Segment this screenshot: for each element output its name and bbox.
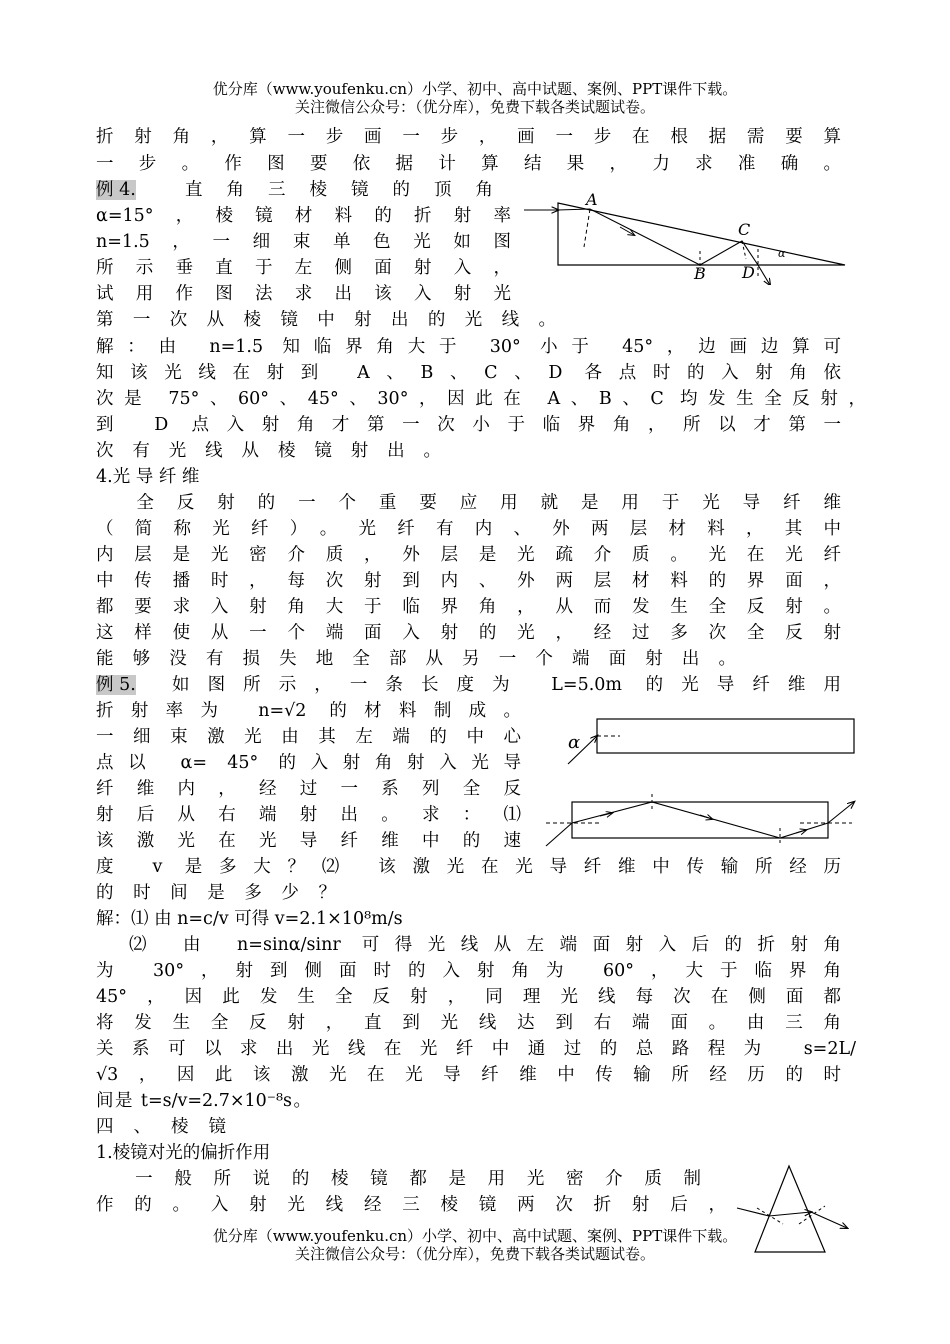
text-line: √3，因此该激光在光导纤维中传输所经历的时 [96, 1065, 841, 1085]
text-line: 能够没有损失地全部从另一个端面射出。 [96, 649, 736, 669]
page-footer-line2: 关注微信公众号：（优分库），免费下载各类试题试卷。 [294, 1245, 655, 1263]
text-line: 度 v 是多大？⑵ 该激光在光导纤维中传输所经历 [96, 857, 841, 877]
text-line: 作的。入射光线经三棱镜两次折射后， [96, 1195, 726, 1215]
page-header-line1: 优分库（www.youfenku.cn）小学、初中、高中试题、案例、PPT课件下载。 [212, 80, 738, 98]
text-line: 解：⑴ 由 n=c/v 可得 v=2.1×10⁸m/s [96, 909, 403, 929]
text-line: 该激光在光导纤维中的速 [96, 831, 521, 851]
point-b-label: B [694, 264, 706, 283]
text-line: 全反射的一个重要应用就是用于光导纤维 [96, 493, 841, 513]
text-line: 所示垂直于左侧面射入， [96, 258, 511, 278]
text-line: （简称光纤）。光纤有内、外两层材料，其中 [96, 519, 841, 539]
text-line: 知该光线在射到 A、B、C、D 各点时的入射角依 [96, 363, 841, 383]
text-line: α=15°，棱镜材料的折射率 [96, 206, 511, 226]
apex-angle-label: α [778, 247, 786, 260]
point-a-label: A [586, 190, 598, 209]
point-d-label: D [742, 263, 755, 282]
text-line: 折射角，算一步画一步，画一步在根据需要算 [96, 127, 841, 147]
text-line: 解：由 n=1.5 知临界角大于 30° 小于 45°，边画边算可 [96, 337, 841, 357]
text-line: 这样使从一个端面入射的光，经过多次全反射 [96, 623, 841, 643]
prism-ray-diagram [520, 185, 850, 285]
section-heading: 四、棱镜 [96, 1117, 226, 1137]
text-line: 将发生全反射，直到光线达到右端面。由三角 [96, 1013, 841, 1033]
optical-fiber-diagram [540, 712, 860, 857]
text-line: 直角三棱镜的顶角 [185, 180, 493, 200]
section-heading: 4.光 导 纤 维 [96, 467, 200, 487]
fiber-outline-top [597, 719, 854, 753]
light-path [558, 209, 758, 265]
text-line: 到 D 点入射角才第一次小于临界角，所以才第一 [96, 415, 841, 435]
text-line: 间是 t=s/v=2.7×10⁻⁸s。 [96, 1091, 311, 1111]
text-line: 折射率为 n=√2 的材料制成。 [96, 701, 521, 721]
text-line: 次是 75°、60°、45°、30°，因此在 A、B、C 均发生全反射， [96, 389, 866, 409]
text-line: 都要求入射角大于临界角，从而发生全反射。 [96, 597, 841, 617]
text-line: 为 30°，射到侧面时的入射角为 60°，大于临界角 [96, 961, 841, 981]
example-5-label: 例 5. [96, 675, 136, 695]
page-footer-line1: 优分库（www.youfenku.cn）小学、初中、高中试题、案例、PPT课件下载。 [212, 1227, 738, 1245]
text-line: 一般所说的棱镜都是用光密介质制 [96, 1169, 701, 1189]
text-line: n=1.5，一细束单色光如图 [96, 232, 511, 252]
text-line: 一步。作图要依据计算结果，力求准确。 [96, 154, 841, 174]
text-line: 关系可以求出光线在光纤中通过的总路程为 s=2L/ [96, 1039, 856, 1059]
text-line: 如图所示，一条长度为 L=5.0m 的光导纤维用 [172, 675, 841, 695]
fiber-light-path [572, 802, 828, 838]
subsection-heading: 1.棱镜对光的偏折作用 [96, 1143, 271, 1163]
text-line: 射后从右端射出。求：⑴ [96, 805, 521, 825]
text-line: 内层是光密介质，外层是光疏介质。光在光纤 [96, 545, 841, 565]
point-c-label: C [738, 220, 751, 239]
fiber-outline-bottom [572, 802, 828, 838]
text-line: 中传播时，每次射到内、外两层材料的界面， [96, 571, 841, 591]
incidence-angle-label: α [568, 732, 581, 753]
text-line: 试用作图法求出该入射光 [96, 284, 511, 304]
text-line: 第一次从棱镜中射出的光线。 [96, 310, 556, 330]
text-line: 45°，因此发生全反射，同理光线每次在侧面都 [96, 987, 841, 1007]
page-header-line2: 关注微信公众号：（优分库），免费下载各类试题试卷。 [294, 98, 655, 116]
text-line: ⑵ 由 n=sinα/sinr 可得光线从左端面射入后的折射角 [96, 935, 841, 955]
text-line: 次有光线从棱镜射出。 [96, 441, 441, 461]
text-line: 一细束激光由其左端的中心 [96, 727, 521, 747]
text-line: 点以 α= 45° 的入射角射入光导 [96, 753, 521, 773]
text-line: 的时间是多少？ [96, 883, 336, 903]
example-4-label: 例 4. [96, 180, 136, 200]
prism-outline [558, 203, 845, 265]
text-line: 纤维内，经过一系列全反 [96, 779, 521, 799]
